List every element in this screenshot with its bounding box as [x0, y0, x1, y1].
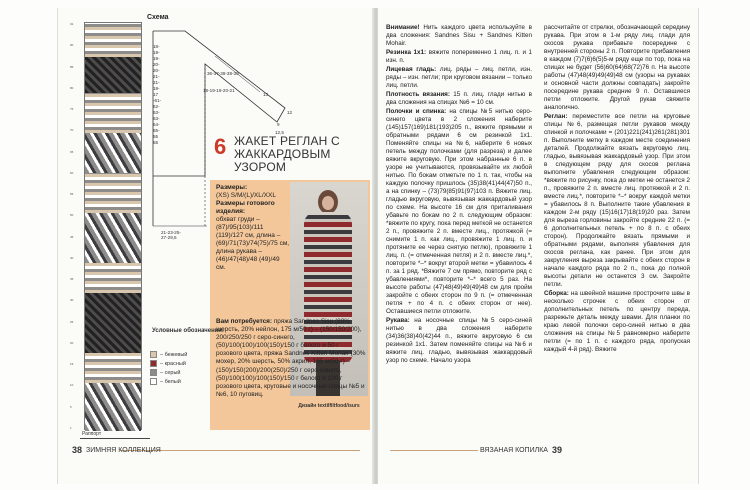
schematic-dim-label: 20-	[153, 62, 160, 67]
chart-band	[85, 23, 141, 57]
chart-row-number: 70	[70, 128, 74, 133]
schematic-dim-label: 19-	[153, 50, 160, 55]
rapport-label: Раппорт	[82, 431, 102, 437]
chart-row-number: 30	[70, 298, 74, 303]
footer-left	[68, 444, 161, 456]
schematic-dim-label: 62-	[153, 104, 160, 109]
chart-row-number: 5	[70, 404, 72, 409]
text-column-1	[386, 24, 532, 366]
dim-5: 9	[277, 122, 280, 127]
jacquard-chart	[70, 22, 142, 430]
chart-row-number: 91	[70, 22, 74, 26]
schematic-dim-label: 19-	[153, 56, 160, 61]
paragraph-heading: Резинка 1х1:	[386, 49, 427, 56]
rapport-line	[80, 438, 150, 439]
paragraph	[386, 317, 532, 365]
schematic-dim-label: 17	[153, 92, 159, 97]
photo-credit: Дизайн textilfiltfood/isurs	[298, 403, 360, 409]
sizes-heading: Размеры:	[216, 184, 248, 191]
chart-band	[85, 353, 141, 383]
dim-4: 12	[287, 110, 293, 115]
paragraph	[386, 108, 532, 316]
paragraph	[386, 91, 532, 107]
chart-row-number: 1	[70, 426, 72, 430]
dim-6: 12,5	[275, 130, 284, 135]
schematic-dim-label: 63-	[153, 116, 160, 121]
legend-swatch	[150, 351, 157, 358]
chart-band	[85, 133, 141, 173]
legend-swatch	[150, 378, 157, 385]
finished-heading: Размеры готового изделия:	[216, 200, 275, 215]
chart-row-number: 85	[70, 64, 74, 69]
paragraph-text: переместите все петли на круговые спицы №6, размещая петли рукавов между спинкой и полочками = (201)221(241)261(281)301 п. Выполните метку в каждом месте соединения деталей. Продолжайте вязать вкруговую лиц. гладью, вывязывая жаккардовый узор. При этом в следующем ряду для скосов реглана выполните убавления следующим образом: *вяжите по рисунку, пока до метки не останется 2 п., провяжите 2 п. вместе лиц. протяжкой и 2 п. вместе лиц.*, повторите *–* вокруг каждой метки = убавилось 8 п. Выполните такие убавления в каждом 2-м ряду (15)16(17)18(19)20 раз. Затем для выреза горловины закройте средние 22 п. (= 6 дополнительных петель + по 8 п. с обеих сторон). Продолжайте вязать прямыми и обратными рядами, выполняя убавления для скосов реглана, как ранее. При этом для закругления выреза закрывайте с обеих сторон в начале каждого ряда по 2 п., пока до полной высоты детали не останется 3 см. Закройте петли.	[544, 113, 690, 288]
chart-row-number: 50	[70, 213, 74, 218]
legend-item	[150, 368, 187, 377]
dim-3: 13	[263, 92, 269, 97]
paragraph	[386, 66, 532, 90]
paragraph	[544, 290, 690, 354]
page-number-right: 39	[551, 445, 562, 455]
legend-item	[150, 350, 187, 359]
paragraph	[386, 49, 532, 65]
chart-band	[85, 57, 141, 93]
paragraph-heading: Лицевая гладь:	[386, 66, 437, 73]
model-title: ЖАКЕТ РЕГЛАН С ЖАККАРДОВЫМ УЗОРОМ	[234, 134, 340, 174]
chart-row-number: 35	[70, 277, 74, 282]
dim-2: 18-19-19-20-21	[203, 88, 235, 93]
chart-grid	[84, 22, 142, 430]
schematic-dim-label: 18-	[153, 44, 160, 49]
schematic-dim-label: 55	[153, 140, 159, 145]
legend-label: – серый	[160, 369, 181, 376]
schematic-dim-label: 63-	[153, 110, 160, 115]
chart-row-number: 75	[70, 107, 74, 112]
schematic-dim-label: 64-	[153, 122, 160, 127]
schematic-dim-label: -61-	[153, 98, 162, 103]
chart-band	[85, 293, 141, 353]
paragraph-text: лиц. ряды – лиц. петли, изн. ряды – изн. петли; при круговом вязании – только лиц. петли.	[386, 66, 533, 89]
chart-band	[85, 383, 141, 431]
chart-row-number: 20	[70, 340, 74, 345]
chart-band	[85, 173, 141, 213]
paragraph-text: на спицы №5 нитью серо-синего цвета в 2 сложения наберите (145)157(169)181(193)205 п., вяжите прямыми и обратными рядами 6 см резинкой 1х1. Поменяйте спицы на №6, наберите 6 новых петель между полочками (для разреза) и далее вяжите вкруговую. При этом набранные 6 п. в узоре не учитываются, провязывайте их любой нитью. По бокам отметьте по 1 п. так, чтобы на каждую полочку пришлось (35)38(41)44(47)50 п., а на спинку – (73)79(85)91(97)103 п. Вяжите лиц. гладью вкруговую, вывязывая жаккардовый узор по схеме. На высоте 16 см для приталивания убавьте по бокам по 2 п. следующим образом: *вяжите по кругу, пока перед меткой не останется 2 п., провяжите 2 п. вместе лиц., протяжкой (= снимите 1 п. как лиц., провяжите 1 лиц. п. и протяните ее через снятую петлю), провяжите 1 лиц. п. (= отмеченная петля) и 2 п. вместе лиц.*, повторите *–* вокруг второй метки = убавилось 4 п. за 1 ряд. *Вяжите 7 см прямо, повторите ряд с убавлениями*, повторите *–* всего 5 раз. На высоте работы (47)48(49)49(49)48 см для пройм закройте с обеих сторон по 9 п. (= отмеченная петля + по 4 п. с обеих сторон от нее). Оставшиеся петли отложите.	[386, 108, 532, 315]
legend-item	[150, 359, 187, 368]
chart-row-number: 65	[70, 149, 74, 154]
paragraph-text: рассчитайте от стрелки, обозначающей середину рукава. При этом в 1-м ряду лиц. глади для скосов рукава прибавьте посередине с внутренней стороны 2 п. Повторите прибавления в каждом (7)7(6)6(5)5-м ряду еще по тор, пока на спицах не будет (56)60(64)68(72)76 п. На высоте работы (47)48(49)49(49)48 см (узоры на рукавах и основной части должны совпадать) закройте посередине рукава средние 9 п. Оставшиеся петли отложите. Другой рукав свяжите аналогично.	[544, 24, 690, 111]
dim-1: 36-37-38-38-39	[207, 71, 239, 76]
footer-right	[480, 444, 566, 456]
chart-row-number: 60	[70, 170, 74, 175]
materials-heading: Вам потребуется:	[216, 318, 273, 325]
paragraph-heading: Внимание!	[386, 24, 420, 31]
sizes-value: (XS) S/M/(L)/XL/XXL	[216, 192, 276, 199]
footer-title-right: ВЯЗАНАЯ КОПИЛКА	[480, 446, 548, 454]
paragraph-heading: Плотность вязания:	[386, 91, 450, 98]
paragraph-text: на швейной машине прострочите швы в несколько строчек с обеих сторон от дополнительных петель по центру переда, разрежьте деталь между швами. Для планки по краю левой полочки серо-синей нитью в два сложения на спицы №5 равномерно наберите петли (= по 1 п. с каждого ряда, пропуская каждый 4-й ряд). Вяжите	[544, 290, 690, 353]
schematic-dim-label: 19-	[153, 86, 160, 91]
paragraph-text: Нить каждого цвета используйте в два сложения: Sandnes Sisu + Sandnes Kitten Mohair.	[386, 24, 532, 47]
chart-row-number: 90	[70, 43, 74, 48]
legend-swatch	[150, 369, 157, 376]
legend-title: Условные обозначения:	[152, 328, 224, 334]
footer-rule-right	[390, 450, 478, 451]
schematic-dim-label: 55	[153, 134, 159, 139]
chart-row-number: 55	[70, 192, 74, 197]
model-number: 6	[214, 134, 227, 159]
chart-row-number: 10	[70, 383, 74, 388]
paragraph-heading: Рукава:	[386, 317, 410, 324]
paragraph-text: 15 п. лиц. глади нитью в два сложения на спицах №6 = 10 см.	[386, 91, 532, 106]
schematic-dim-label: 65-	[153, 128, 160, 133]
sizes-block	[216, 184, 290, 272]
legend-item	[150, 377, 187, 386]
paragraph-text: вяжите попеременно 1 лиц. п. и 1 изн. п.	[386, 49, 532, 64]
schematic-dim-label: 21-	[153, 80, 160, 85]
photo-face	[322, 196, 334, 210]
schematic-dim-label: 20-	[153, 68, 160, 73]
chart-band	[85, 263, 141, 293]
materials-block	[216, 318, 366, 399]
legend-label: – бежевый	[160, 351, 188, 358]
legend-label: – красный	[160, 360, 186, 367]
paragraph-heading: Полочки и спинка:	[386, 108, 447, 115]
chart-row-number: 25	[70, 319, 74, 324]
dim-bottom: 21-23-25- 27-29,5	[161, 230, 181, 240]
paragraph-heading: Сборка:	[544, 290, 569, 297]
text-column-2	[544, 24, 690, 355]
paragraph	[544, 24, 690, 112]
legend-label: – белый	[160, 378, 181, 385]
page-number-left: 38	[72, 445, 83, 455]
chart-row-number: 15	[70, 362, 74, 367]
chart-row-number: 80	[70, 85, 74, 90]
paragraph	[386, 24, 532, 48]
finished-text: обхват груди – (87)/95(103)/111 (119)/127 см, длина – (69)/71(73)/74(75)/75 см, длина рукава – (46)/47(48)/48 (49)/49 см.	[216, 216, 290, 271]
legend-swatch	[150, 360, 157, 367]
chart-row-numbers	[70, 22, 82, 430]
paragraph-heading: Реглан:	[544, 113, 568, 120]
chart-row-number: 40	[70, 255, 74, 260]
chart-band	[85, 93, 141, 133]
schematic-dim-label: 21-	[153, 74, 160, 79]
schema-label: Схема	[147, 14, 169, 21]
materials-text: пряжа Sandnes Sisu (80% шерсть, 20% нейлон, 175 м/50 г) – (150/150/200), 200/250/250 г серо-синего, (50)/100(100)/100(150)/150 г белого и 50 г розового цвета, пряжа Sandnes Kitten Mohair (30% мохер, 20% шерсть, 50% акрил, 165 м/50 г) – (150)/150(200)/200(250)/250 г серо-синего, (50)/100(100)/100(150)/150 г белого и 100 г розового цвета, круговые и носочные спицы №5 и №6, 10 пуговиц.	[216, 318, 366, 398]
schematic-dims-left	[153, 44, 161, 146]
paragraph	[544, 113, 690, 289]
chart-row-number: 45	[70, 234, 74, 239]
paragraph-text: на носочные спицы №5 серо-синей нитью в два сложения наберите (34)36(38)40(42)44 п., вяжите вкруговую 6 см резинкой 1х1. Затем поменяйте спицы на №6 и вяжите лиц. гладью, вывязывая жаккардовый узор по схеме. Начало узора	[386, 317, 532, 364]
chart-band	[85, 213, 141, 263]
footer-title-left: ЗИМНЯЯ КОЛЛЕКЦИЯ	[86, 446, 161, 454]
legend	[150, 350, 187, 386]
